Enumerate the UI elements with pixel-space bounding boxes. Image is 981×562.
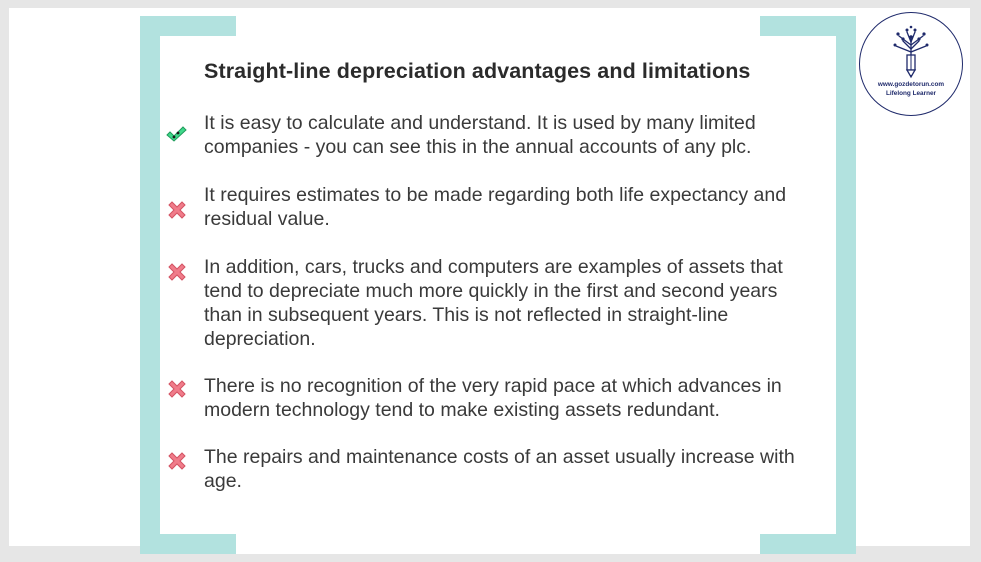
frame-tab-bottom-left: [140, 534, 236, 554]
cross-icon: [166, 199, 188, 221]
frame-right-bar: [836, 16, 856, 554]
slide: [140, 16, 856, 554]
list-item: In addition, cars, trucks and computers are examples of assets that tend to depreciate much more quickly in the first and second years than in subsequent years. This is not reflected in straight-line depreciation.: [204, 256, 783, 350]
cross-icon: [166, 450, 188, 472]
list-item: It requires estimates to be made regarding both life expectancy and residual value.: [204, 184, 787, 230]
frame-tab-bottom-right: [760, 534, 856, 554]
slide-title: Straight-line depreciation advantages and limitations: [204, 59, 751, 83]
logo-tagline: Lifelong Learner: [885, 90, 937, 97]
check-icon: [165, 123, 187, 145]
tree-pencil-icon: [890, 25, 932, 79]
frame-tab-top-right: [760, 16, 856, 36]
presentation-stage: [9, 8, 970, 546]
list-item: The repairs and maintenance costs of an asset usually increase with age.: [204, 446, 795, 492]
list-item: It is easy to calculate and understand. It is used by many limited companies - you can see this in the annual accounts of any plc.: [204, 112, 756, 158]
cross-icon: [166, 378, 188, 400]
logo: [859, 12, 963, 116]
list-item: There is no recognition of the very rapid pace at which advances in modern technology tend to make existing assets redundant.: [204, 375, 782, 421]
logo-website: www.gozdetorun.com: [877, 81, 945, 88]
cross-icon: [166, 261, 188, 283]
frame-tab-top-left: [140, 16, 236, 36]
frame-left-bar: [140, 16, 160, 554]
